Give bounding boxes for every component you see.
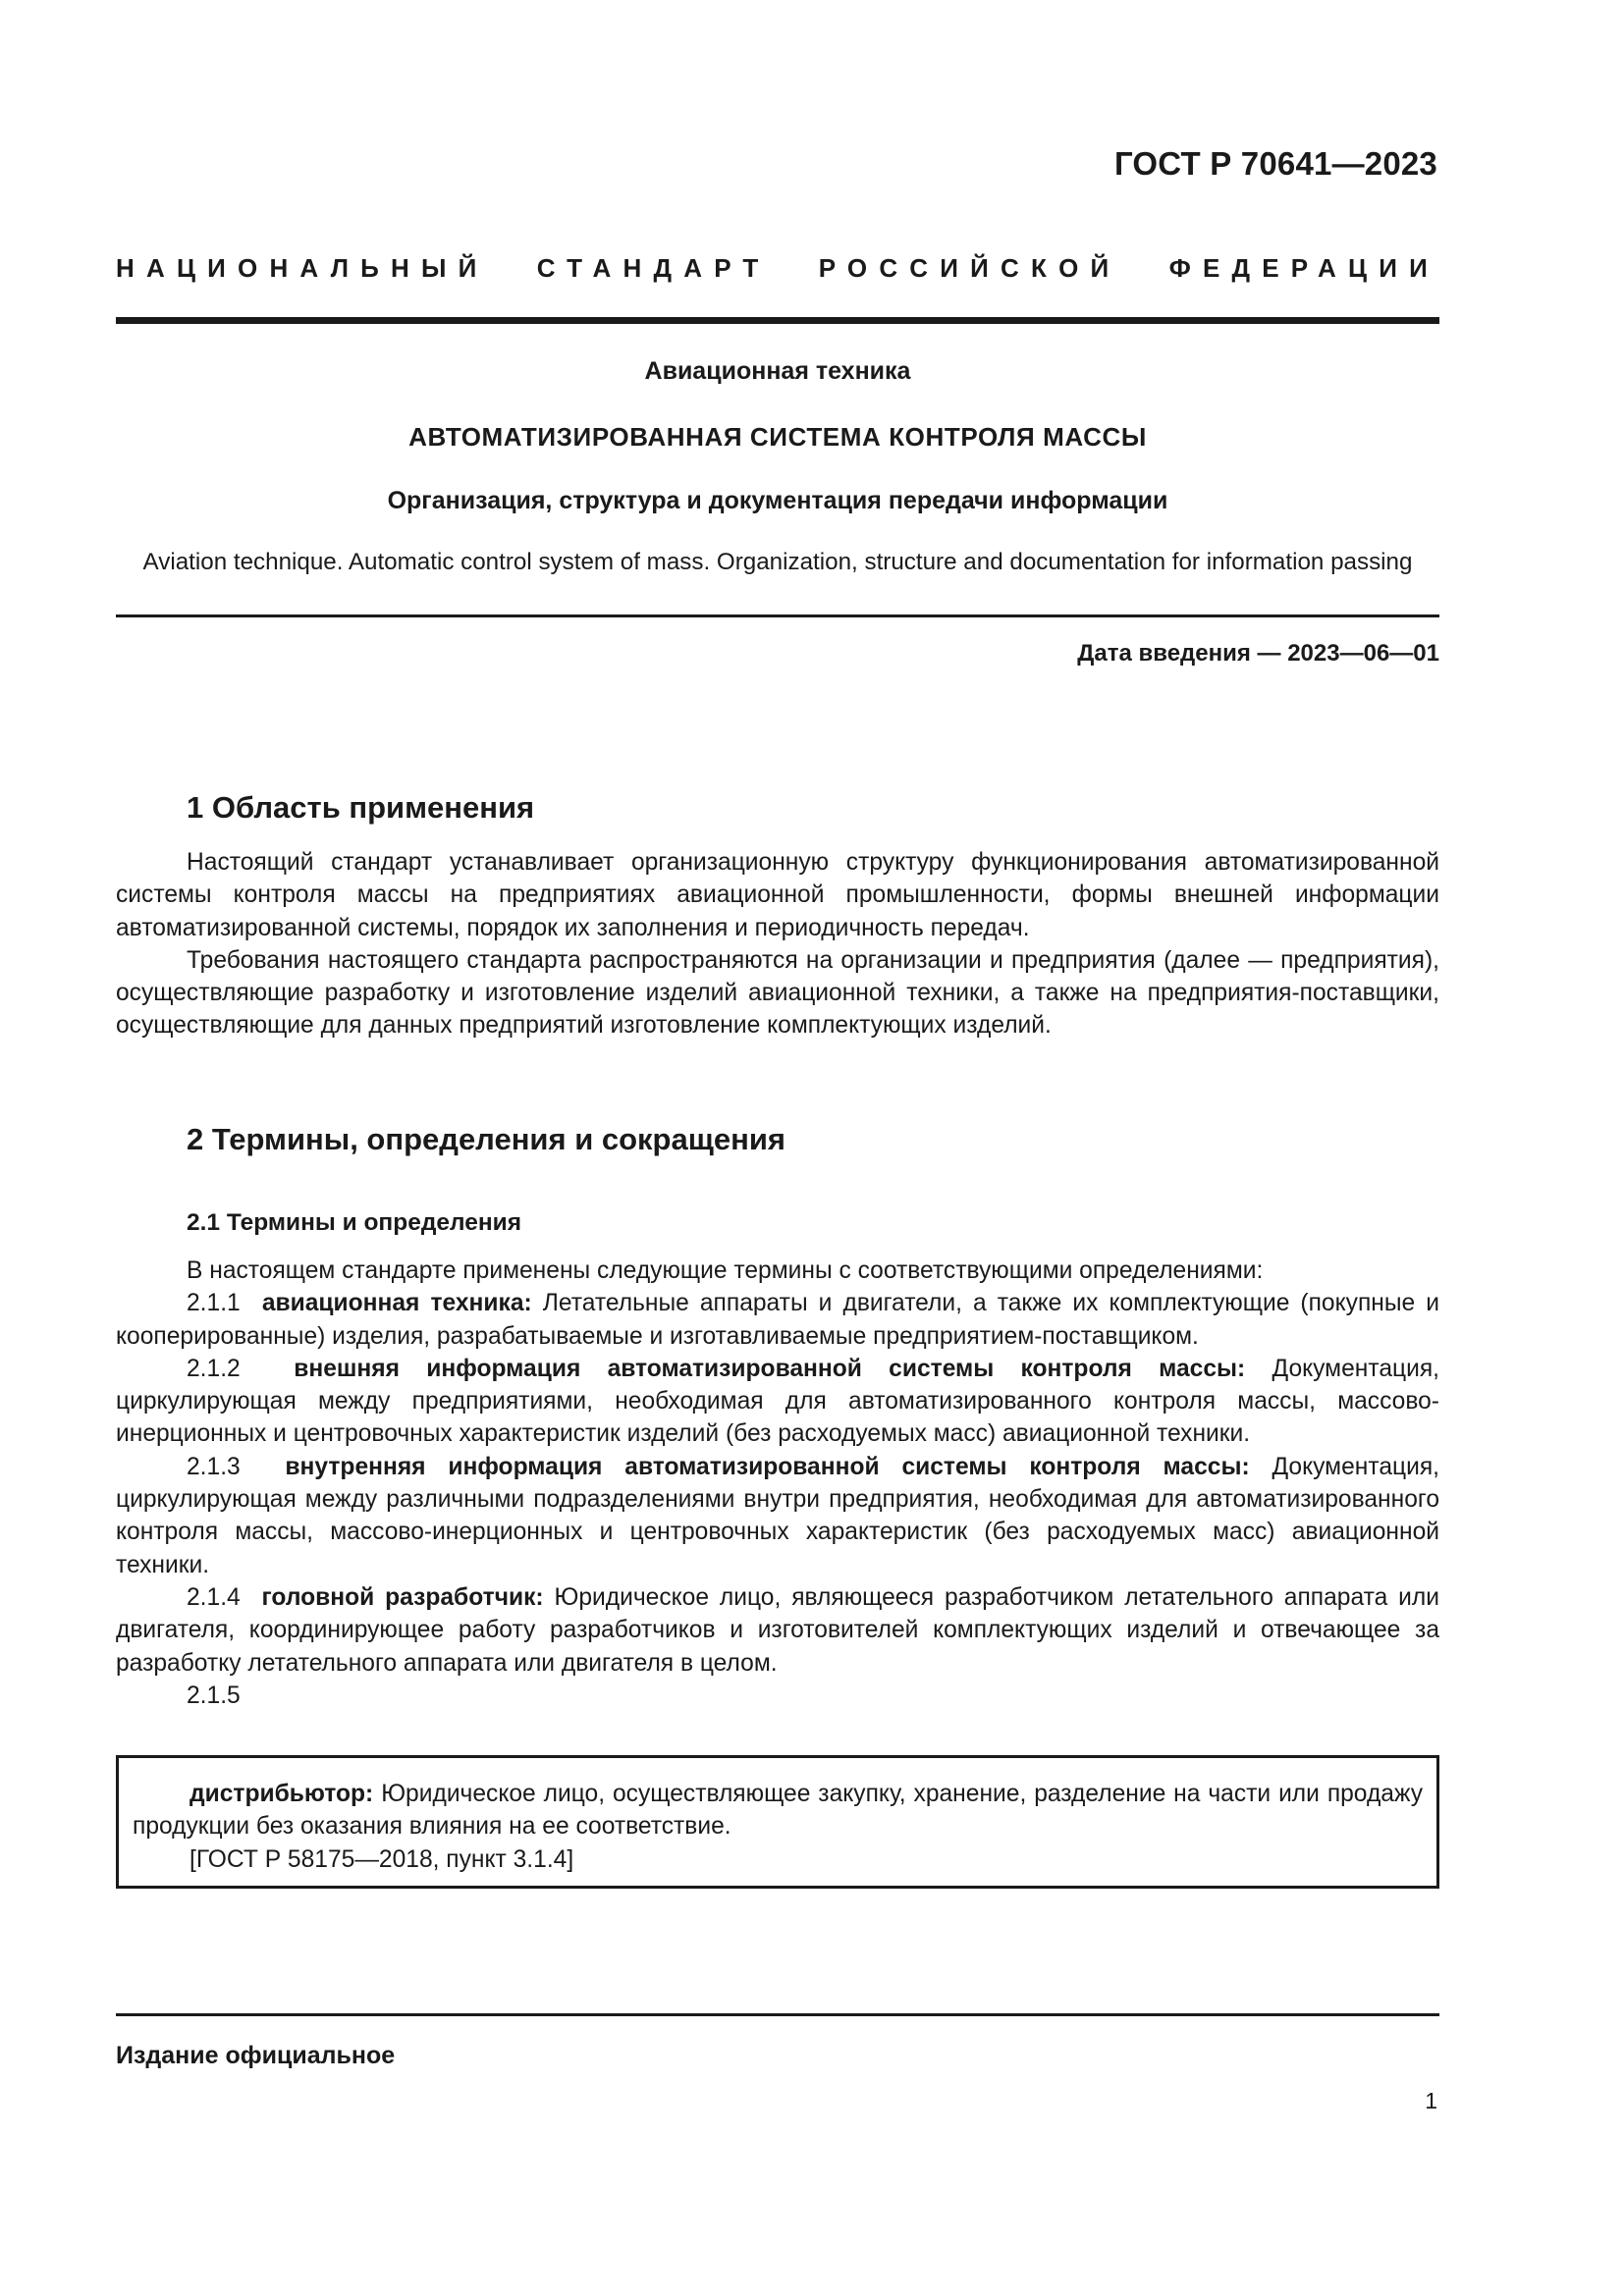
document-code: ГОСТ Р 70641—2023 [1113,145,1437,182]
term-definition: Документация, циркулирующая между различными подразделениями внутри предприятия, необходимая для автоматизированного контроля массы, массово-инерционных и центровочных характеристик (без расходуемых масс) авиационной техники. [116,1453,1439,1578]
section-1-heading: 1 Область применения [187,790,535,825]
title-divider [116,614,1439,617]
document-english-title: Aviation technique. Automatic control system of mass. Organization, structure and documentation for information passing [142,549,1413,575]
header-divider [116,317,1439,324]
term-source-reference: [ГОСТ Р 58175—2018, пункт 3.1.4] [189,1845,574,1873]
term-name: внутренняя информация автоматизированной системы контроля массы: [285,1453,1250,1480]
terms-intro: В настоящем стандарте применены следующие термины с соответствующими определениями: [187,1257,1264,1284]
subsection-2-1-heading: 2.1 Термины и определения [187,1209,522,1236]
term-definition: Документация, циркулирующая между предприятиями, необходимая для автоматизированного контроля массы, массово-инерционных и центровочных характеристик изделий (без расходуемых масс) авиационной техники. [116,1355,1439,1448]
document-category: Авиационная техника [644,357,911,385]
section-2-heading: 2 Термины, определения и сокращения [187,1122,785,1156]
standard-type-line: НАЦИОНАЛЬНЫЙ СТАНДАРТ РОССИЙСКОЙ ФЕДЕРАЦИИ [116,253,1439,283]
term-number: 2.1.1 [187,1290,241,1317]
terms-list [116,1255,1439,1712]
term-definition: Юридическое лицо, осуществляющее закупку, хранение, разделение на части или продажу продукции без оказания влияния на ее соответствие. [133,1781,1424,1841]
section-1-paragraph: Требования настоящего стандарта распространяются на организации и предприятия (далее — предприятия), осуществляющие разработку и изготовление изделий авиационной техники, а также на предприятия-поставщики, осуществляющие для данных предприятий изготовление комплектующих изделий. [116,946,1439,1040]
term-definition: Летательные аппараты и двигатели, а также их комплектующие (покупные и кооперированные) изделия, разрабатываемые и изготавливаемые предприятием-поставщиком. [116,1290,1439,1350]
introduction-date: Дата введения — 2023—06—01 [1077,640,1439,667]
document-subtitle: Организация, структура и документация передачи информации [387,487,1168,514]
official-edition-label: Издание официальное [116,2042,396,2069]
term-number: 2.1.5 [187,1682,241,1709]
term-entry-number-only [116,1680,1439,1712]
term-entry [116,1451,1439,1581]
footer-divider [116,2013,1439,2016]
term-entry [116,1287,1439,1353]
boxed-term-text [133,1778,1423,1843]
term-entry [116,1581,1439,1680]
section-1-paragraph: Настоящий стандарт устанавливает организационную структуру функционирования автоматизированной системы контроля массы на предприятиях авиационной промышленности, формы внешней информации автоматизированной системы, порядок их заполнения и периодичность передач. [116,849,1439,941]
page-number: 1 [1425,2088,1437,2113]
boxed-term-definition [116,1755,1439,1889]
term-name: авиационная техника: [261,1290,532,1317]
term-name: внешняя информация автоматизированной системы контроля массы: [294,1355,1246,1382]
document-main-title: АВТОМАТИЗИРОВАННАЯ СИСТЕМА КОНТРОЛЯ МАССЫ [408,422,1147,452]
term-name: дистрибьютор: [189,1781,374,1807]
term-entry [116,1353,1439,1451]
section-1-body [116,846,1439,1042]
term-number: 2.1.4 [187,1583,241,1611]
term-number: 2.1.2 [187,1355,241,1382]
term-definition: Юридическое лицо, являющееся разработчиком летательного аппарата или двигателя, координирующее работу разработчиков и изготовителей комплектующих изделий и отвечающее за разработку летательного аппарата или двигателя в целом. [116,1583,1439,1677]
term-name: головной разработчик: [261,1583,544,1611]
term-number: 2.1.3 [187,1453,241,1480]
